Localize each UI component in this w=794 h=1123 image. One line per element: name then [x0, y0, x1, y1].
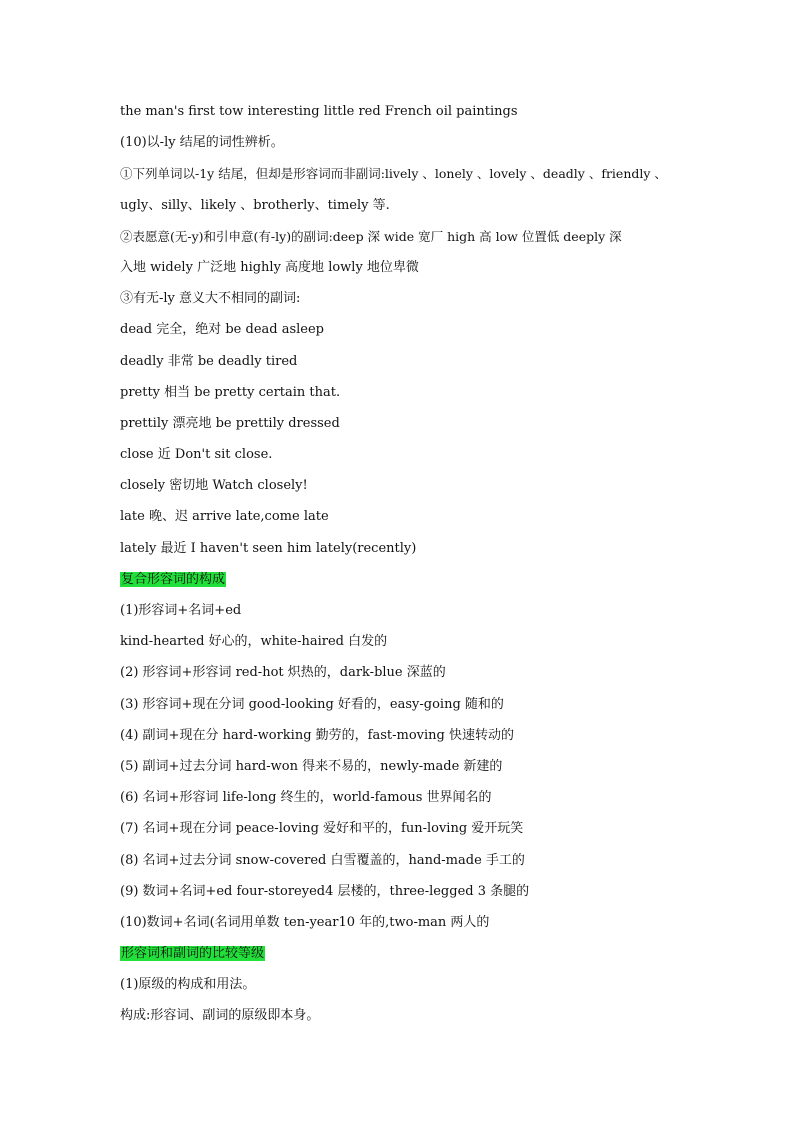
section-heading-text: 形容词和副词的比较等级: [121, 946, 265, 962]
section-heading: [120, 942, 680, 973]
text-line: (4) 副词+现在分 hard-working 勤劳的，fast-moving 快速转动的: [120, 727, 514, 743]
section-heading-text: 复合形容词的构成: [121, 571, 226, 587]
text-line: ②表愿意(无-y)和引申意(有-ly)的副词:deep 深 wide 宽厂 high 高 low 位置低 deeply 深: [120, 228, 622, 244]
text-line: close 近 Don't sit close.: [120, 447, 273, 463]
text-line: late 晚、迟 arrive late,come late: [120, 509, 329, 525]
text-line: (8) 名词+过去分词 snow-covered 白雪覆盖的，hand-made 手工的: [120, 852, 525, 868]
text-line: deadly 非常 be deadly tired: [120, 353, 298, 369]
text-line: ugly、silly、likely 、brotherly、timely 等.: [120, 197, 390, 213]
text-line: closely 密切地 Watch closely!: [120, 478, 308, 494]
text-line: dead 完全，绝对 be dead asleep: [120, 322, 325, 338]
text-line: 构成:形容词、副词的原级即本身。: [120, 1008, 320, 1024]
text-line: (1)原级的构成和用法。: [120, 977, 256, 993]
section-heading: [120, 568, 680, 599]
text-line: (10)数词+名词(名词用单数 ten-year10 年的,two-man 两人的: [120, 914, 490, 930]
text-line: (6) 名词+形容词 life-long 终生的，world-famous 世界闻名的: [120, 790, 492, 806]
text-line: kind-hearted 好心的，white-haired 白发的: [120, 634, 388, 650]
text-line: prettily 漂亮地 be prettily dressed: [120, 415, 340, 431]
text-line: (10)以-ly 结尾的词性辨析。: [120, 135, 284, 151]
text-line: lately 最近 I haven't seen him lately(recently): [120, 540, 417, 556]
text-line: (9) 数词+名词+ed four-storeyed4 层楼的，three-legged 3 条腿的: [120, 883, 530, 899]
text-line: 入地 widely 广泛地 highly 高度地 lowly 地位卑微: [120, 259, 419, 275]
text-line: (3) 形容词+现在分词 good-looking 好看的，easy-going 随和的: [120, 696, 504, 712]
text-line: ①下列单词以-1y 结尾，但却是形容词而非副词:lively 、lonely 、lovely 、deadly 、friendly 、: [120, 166, 667, 182]
text-line: (5) 副词+过去分词 hard-won 得来不易的，newly-made 新建的: [120, 758, 503, 774]
text-line: pretty 相当 be pretty certain that.: [120, 384, 341, 400]
text-line: the man's first tow interesting little red French oil paintings: [120, 104, 518, 119]
text-line: ③有无-ly 意义大不相同的副词:: [120, 291, 301, 307]
text-line: (2) 形容词+形容词 red-hot 炽热的，dark-blue 深蓝的: [120, 665, 446, 681]
document-page: [120, 100, 680, 1036]
text-line: (1)形容词+名词+ed: [120, 603, 242, 618]
text-line: (7) 名词+现在分词 peace-loving 爱好和平的，fun-loving 爱开玩笑: [120, 821, 524, 837]
